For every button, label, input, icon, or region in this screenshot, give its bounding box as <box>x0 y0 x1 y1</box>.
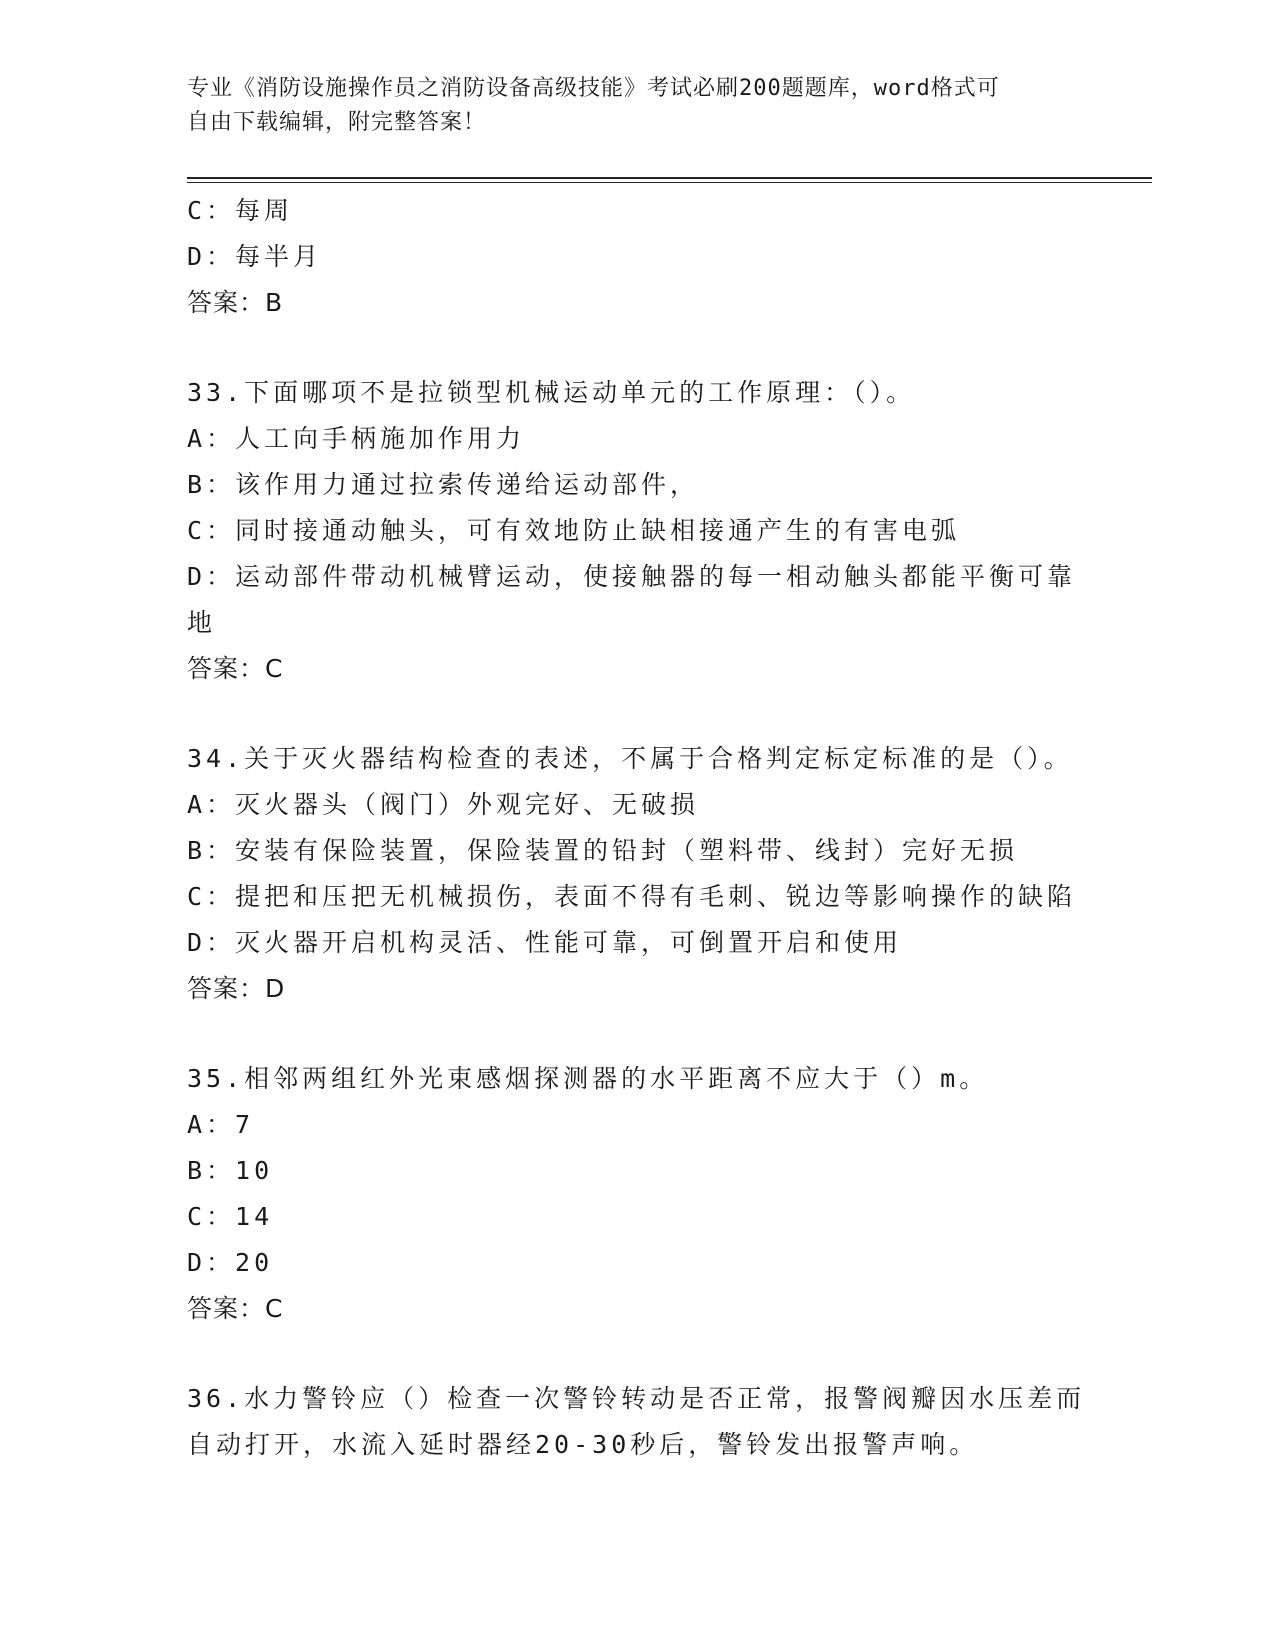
option-a: A：人工向手柄施加作用力 <box>187 424 526 453</box>
spacer <box>187 1012 1087 1056</box>
header-rule-thick <box>187 177 1152 179</box>
question-stem: 35.相邻两组红外光束感烟探测器的水平距离不应大于（）m。 <box>187 1064 989 1093</box>
option-d: D：每半月 <box>187 242 323 271</box>
option-b: B：该作用力通过拉索传递给运动部件， <box>187 470 700 499</box>
option-d: D：灭火器开启机构灵活、性能可靠，可倒置开启和使用 <box>187 928 903 957</box>
option-a: A：7 <box>187 1110 255 1139</box>
question-block-33 <box>187 370 1087 692</box>
answer-line: 答案：C <box>187 1294 284 1323</box>
answer-line: 答案：C <box>187 654 284 683</box>
question-stem-continued: 自动打开，水流入延时器经20-30秒后，警铃发出报警声响。 <box>187 1430 979 1459</box>
option-d-continued: 地 <box>187 608 217 637</box>
question-stem: 34.关于灭火器结构检查的表述，不属于合格判定标定标准的是（）。 <box>187 744 1073 773</box>
answer-line: 答案：D <box>187 974 286 1003</box>
question-content <box>187 188 1087 1468</box>
question-block-32 <box>187 188 1087 326</box>
option-c: C：提把和压把无机械损伤，表面不得有毛刺、锐边等影响操作的缺陷 <box>187 882 1077 911</box>
question-block-34 <box>187 736 1087 1012</box>
question-block-36 <box>187 1376 1087 1468</box>
spacer <box>187 1332 1087 1376</box>
option-c: C：每周 <box>187 196 294 225</box>
option-b: B：10 <box>187 1156 274 1185</box>
option-a: A：灭火器头（阀门）外观完好、无破损 <box>187 790 700 819</box>
spacer <box>187 692 1087 736</box>
spacer <box>187 326 1087 370</box>
option-d: D：20 <box>187 1248 274 1277</box>
answer-line: 答案：B <box>187 288 284 317</box>
option-b: B：安装有保险装置，保险装置的铅封（塑料带、线封）完好无损 <box>187 836 1019 865</box>
header-line-2: 自由下载编辑，附完整答案！ <box>187 110 487 135</box>
option-d: D：运动部件带动机械臂运动，使接触器的每一相动触头都能平衡可靠 <box>187 562 1077 591</box>
option-c: C：同时接通动触头，可有效地防止缺相接通产生的有害电弧 <box>187 516 961 545</box>
header-line-1: 专业《消防设施操作员之消防设备高级技能》考试必刷200题题库，word格式可 <box>187 76 1000 101</box>
option-c: C：14 <box>187 1202 274 1231</box>
question-stem: 36.水力警铃应（）检查一次警铃转动是否正常，报警阀瓣因水压差而 <box>187 1384 1086 1413</box>
question-stem: 33.下面哪项不是拉锁型机械运动单元的工作原理：（）。 <box>187 378 916 407</box>
document-header <box>187 72 1067 140</box>
question-block-35 <box>187 1056 1087 1332</box>
header-rule-thin <box>187 182 1152 183</box>
